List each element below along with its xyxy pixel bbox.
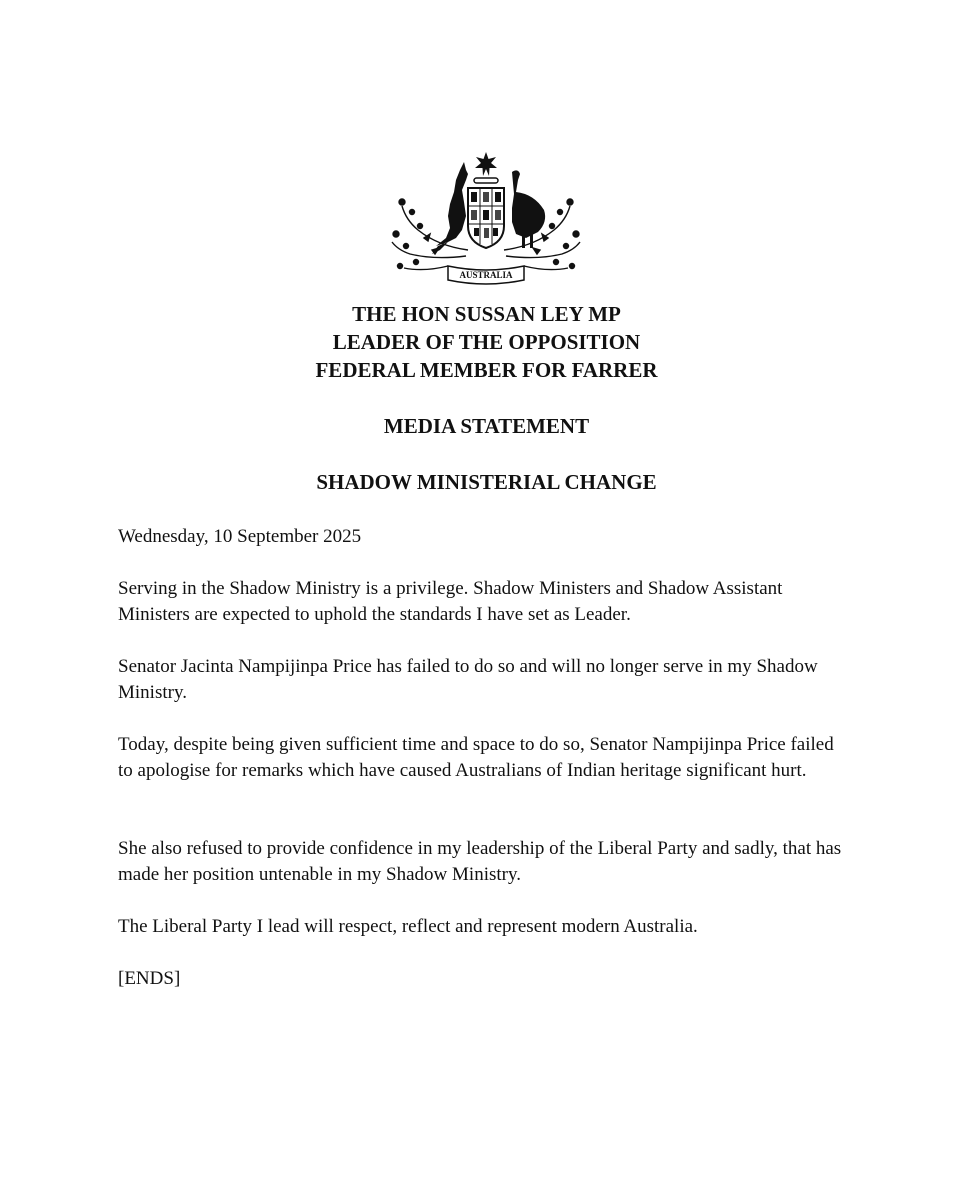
paragraph-5 xyxy=(118,914,848,940)
paragraph-2 xyxy=(118,654,848,706)
ends-marker: [ENDS] xyxy=(118,968,181,989)
commonwealth-star-icon xyxy=(475,152,497,176)
paragraph-text: She also refused to provide confidence in my leadership of the Liberal Party and sadly, that has made her position untenable in my Shadow Ministry. xyxy=(118,838,842,885)
emu-icon xyxy=(512,170,545,248)
paragraph-text: Senator Jacinta Nampijinpa Price has failed to do so and will no longer serve in my Shadow Ministry. xyxy=(118,656,818,703)
paragraph-3 xyxy=(118,732,848,784)
paragraph-text: Serving in the Shadow Ministry is a privilege. Shadow Ministers and Shadow Assistant Ministers are expected to uphold the standards I have set as Leader. xyxy=(118,578,783,625)
member-seat: FEDERAL MEMBER FOR FARRER xyxy=(315,358,658,382)
member-name: THE HON SUSSAN LEY MP xyxy=(352,302,621,326)
member-role: LEADER OF THE OPPOSITION xyxy=(332,330,641,354)
shield-icon xyxy=(468,188,504,248)
statement-title: SHADOW MINISTERIAL CHANGE xyxy=(316,470,657,494)
paragraph-text: The Liberal Party I lead will respect, reflect and represent modern Australia. xyxy=(118,916,698,937)
motto-text: AUSTRALIA xyxy=(459,270,513,280)
paragraph-4 xyxy=(118,836,848,888)
statement-date: Wednesday, 10 September 2025 xyxy=(118,526,362,547)
kangaroo-icon xyxy=(432,162,468,254)
australian-coat-of-arms-icon xyxy=(388,150,584,292)
paragraph-text: Today, despite being given sufficient time and space to do so, Senator Nampijinpa Price failed to apologise for remarks which have caused Australians of Indian heritage significant hurt. xyxy=(118,734,834,781)
statement-header xyxy=(0,300,960,384)
paragraph-1 xyxy=(118,576,848,628)
statement-type: MEDIA STATEMENT xyxy=(383,414,590,438)
motto-scroll-icon xyxy=(448,266,524,284)
